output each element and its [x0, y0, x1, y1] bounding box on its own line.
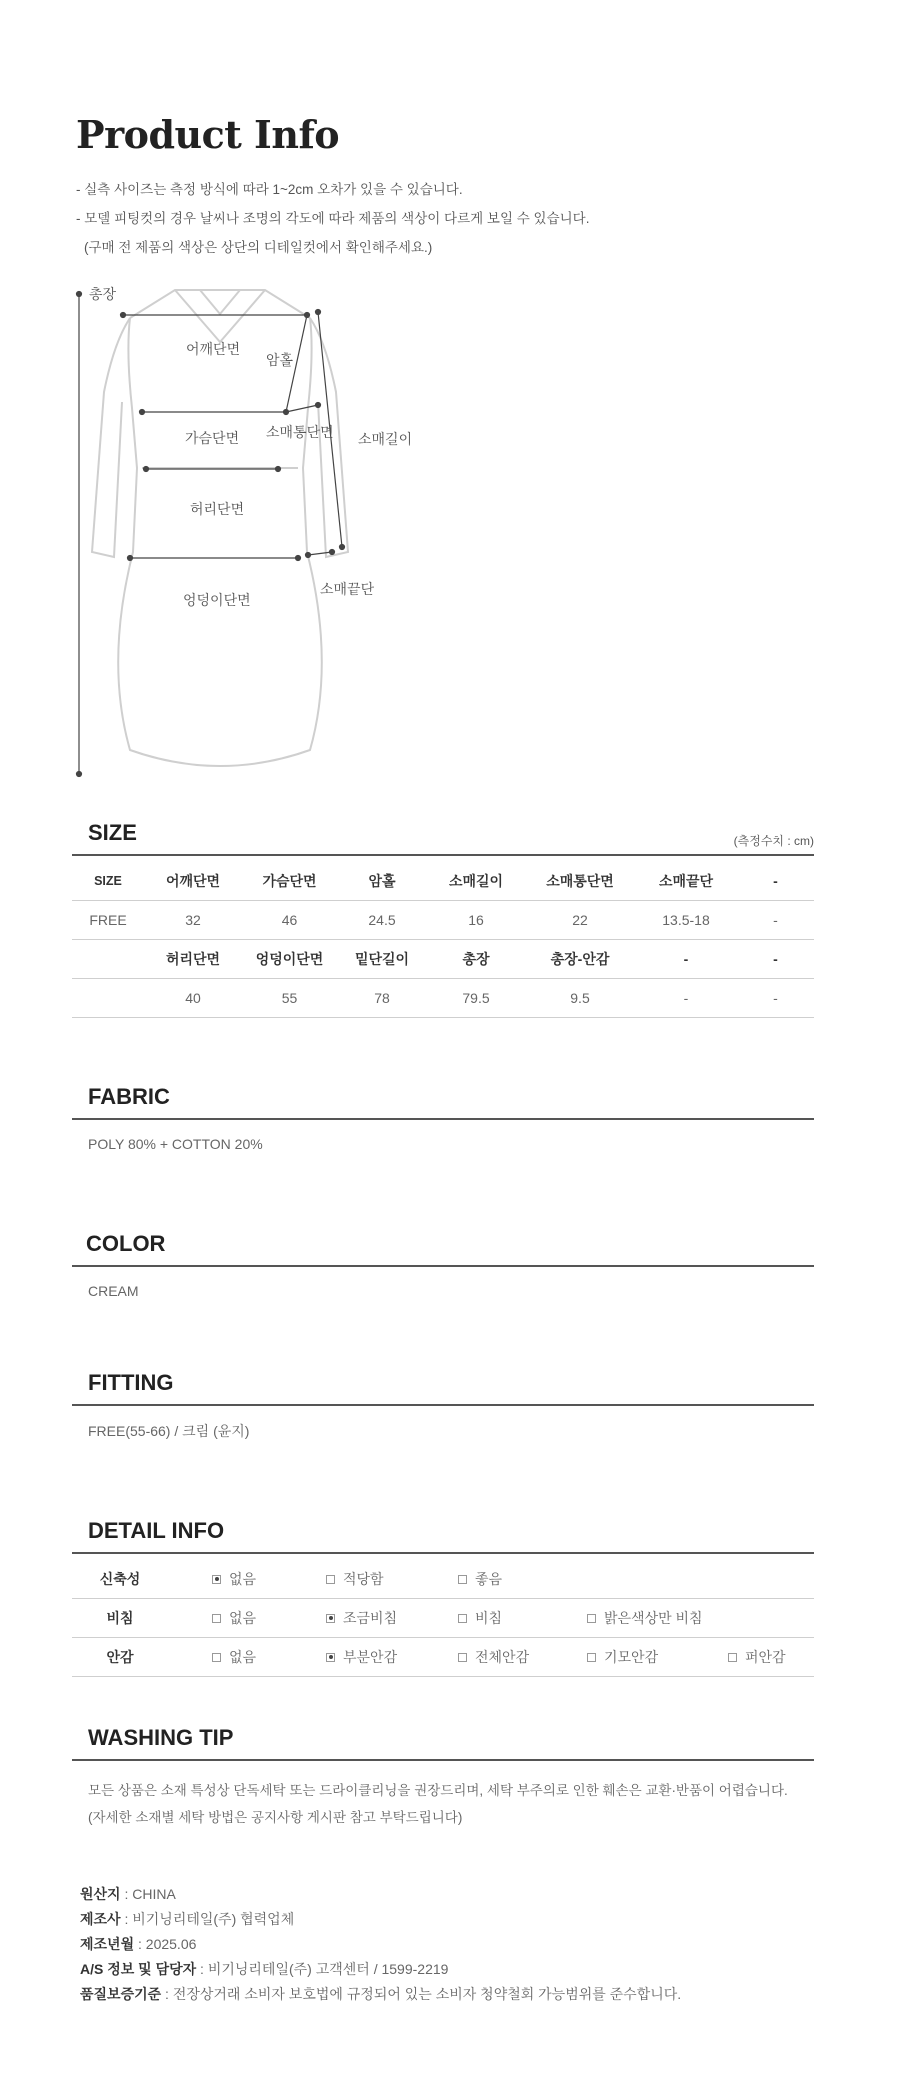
- diagram-label-chest: 가슴단면: [185, 431, 240, 447]
- size-table-cell: 9.5: [525, 979, 635, 1018]
- size-table-cell: 소매길이: [427, 862, 525, 901]
- diagram-label-sleeve-hem: 소매끝단: [320, 582, 375, 598]
- detail-option-label: 퍼안감: [745, 1649, 786, 1665]
- detail-info-label: 신축성: [99, 1571, 141, 1587]
- detail-option: [458, 1638, 529, 1676]
- detail-option-label: 전체안감: [475, 1649, 530, 1665]
- fabric-value: POLY 80% + COTTON 20%: [88, 1136, 263, 1152]
- unchecked-box-icon: [728, 1653, 737, 1662]
- washing-tip-line: 모든 상품은 소재 특성상 단독세탁 또는 드라이클리닝을 권장드리며, 세탁 부주의로 인한 훼손은 교환·반품이 어렵습니다.: [88, 1783, 788, 1798]
- product-origin-info: [80, 1882, 681, 2007]
- origin-value: : CHINA: [120, 1886, 176, 1902]
- detail-option-label: 비침: [475, 1610, 503, 1626]
- diagram-label-sleeve-length: 소매길이: [358, 432, 413, 448]
- size-table-cell: 79.5: [427, 979, 525, 1018]
- size-table: [72, 862, 814, 1018]
- origin-line: [80, 1907, 681, 1932]
- size-table-cell: -: [635, 979, 737, 1018]
- size-table-cell: 총장: [427, 940, 525, 979]
- size-table-cell: FREE: [72, 901, 144, 940]
- detail-option: [326, 1560, 384, 1598]
- detail-option-label: 기모안감: [604, 1649, 659, 1665]
- page-title: Product Info: [76, 112, 340, 157]
- origin-label: 제조사: [80, 1911, 121, 1927]
- checked-box-icon: [326, 1653, 335, 1662]
- size-table-cell: 소매통단면: [525, 862, 635, 901]
- size-table-cell: -: [737, 940, 814, 979]
- size-table-cell: 40: [144, 979, 242, 1018]
- size-table-cell: 가슴단면: [242, 862, 337, 901]
- detail-option-label: 좋음: [475, 1571, 503, 1587]
- size-table-cell: 총장-안감: [525, 940, 635, 979]
- size-table-cell: 46: [242, 901, 337, 940]
- size-table-cell: -: [737, 862, 814, 901]
- color-heading: COLOR: [72, 1231, 814, 1267]
- origin-value: : 전장상거래 소비자 보호법에 규정되어 있는 소비자 청약철회 가능범위를 준수합니다.: [161, 1986, 682, 2002]
- notice-line: (구매 전 제품의 색상은 상단의 디테일컷에서 확인해주세요.): [84, 240, 433, 255]
- detail-option-label: 조금비침: [343, 1610, 398, 1626]
- size-table-cell: 24.5: [337, 901, 427, 940]
- origin-label: 제조년월: [80, 1936, 135, 1952]
- size-table-cell: 어깨단면: [144, 862, 242, 901]
- size-table-cell: [72, 940, 144, 979]
- detail-info-label: 안감: [106, 1649, 134, 1665]
- detail-option-label: 없음: [229, 1649, 257, 1665]
- detail-option: [326, 1638, 397, 1676]
- fabric-heading: FABRIC: [72, 1084, 814, 1120]
- detail-option: [587, 1638, 658, 1676]
- diagram-label-sleeve-width: 소매통단면: [266, 425, 334, 441]
- size-table-cell: -: [635, 940, 737, 979]
- unchecked-box-icon: [458, 1653, 467, 1662]
- size-table-cell: 16: [427, 901, 525, 940]
- fitting-heading: FITTING: [72, 1370, 814, 1406]
- size-unit-note: (측정수치 : cm): [733, 834, 814, 848]
- size-table-cell: -: [737, 901, 814, 940]
- diagram-label-hip: 엉덩이단면: [183, 593, 251, 609]
- size-table-cell: 78: [337, 979, 427, 1018]
- detail-option: [212, 1638, 256, 1676]
- size-table-cell: 32: [144, 901, 242, 940]
- size-table-cell: 허리단면: [144, 940, 242, 979]
- checked-box-icon: [326, 1614, 335, 1623]
- detail-info-label: 비침: [106, 1610, 134, 1626]
- origin-line: [80, 1882, 681, 1907]
- detail-option-label: 없음: [229, 1571, 257, 1587]
- detail-option: [212, 1560, 256, 1598]
- notice-line: - 실측 사이즈는 측정 방식에 따라 1~2cm 오차가 있을 수 있습니다.: [76, 182, 463, 197]
- detail-option-label: 없음: [229, 1610, 257, 1626]
- unchecked-box-icon: [212, 1653, 221, 1662]
- washing-tip-text: [88, 1777, 788, 1831]
- unchecked-box-icon: [458, 1614, 467, 1623]
- washing-tip-line: (자세한 소재별 세탁 방법은 공지사항 게시판 참고 부탁드립니다): [88, 1810, 463, 1825]
- size-table-cell: 13.5-18: [635, 901, 737, 940]
- garment-measurement-diagram: [70, 282, 450, 802]
- size-table-row: [72, 901, 814, 940]
- origin-value: : 비기닝리테일(주) 고객센터 / 1599-2219: [196, 1961, 449, 1977]
- size-table-row: [72, 940, 814, 979]
- detail-option: [326, 1599, 397, 1637]
- detail-option: [587, 1599, 703, 1637]
- diagram-label-total-length: 총장: [89, 287, 117, 303]
- origin-line: [80, 1982, 681, 2007]
- size-table-cell: -: [737, 979, 814, 1018]
- unchecked-box-icon: [326, 1575, 335, 1584]
- origin-line: [80, 1957, 681, 1982]
- unchecked-box-icon: [587, 1653, 596, 1662]
- origin-line: [80, 1932, 681, 1957]
- detail-option: [458, 1560, 502, 1598]
- origin-label: 원산지: [80, 1886, 121, 1902]
- diagram-label-waist: 허리단면: [190, 502, 245, 518]
- detail-option-label: 밝은색상만 비침: [604, 1610, 703, 1626]
- detail-option: [728, 1638, 786, 1676]
- size-table-cell: 엉덩이단면: [242, 940, 337, 979]
- dress-outline-icon: [92, 290, 348, 766]
- washing-tip-heading: WASHING TIP: [72, 1725, 814, 1761]
- size-table-cell: 밑단길이: [337, 940, 427, 979]
- size-table-cell: [72, 979, 144, 1018]
- origin-value: : 비기닝리테일(주) 협력업체: [120, 1911, 295, 1927]
- size-table-row: [72, 979, 814, 1018]
- origin-label: 품질보증기준: [80, 1986, 162, 2002]
- size-heading: SIZE: [72, 820, 814, 856]
- detail-info-row: [72, 1560, 814, 1599]
- fitting-value: FREE(55-66) / 크림 (윤지): [88, 1423, 250, 1439]
- size-table-cell: SIZE: [72, 862, 144, 901]
- measurement-lines: [77, 292, 345, 777]
- color-value: CREAM: [88, 1283, 139, 1299]
- detail-option-label: 부분안감: [343, 1649, 398, 1665]
- unchecked-box-icon: [458, 1575, 467, 1584]
- size-table-cell: 암홀: [337, 862, 427, 901]
- detail-info-table: [72, 1560, 814, 1677]
- size-table-cell: 55: [242, 979, 337, 1018]
- size-table-cell: 22: [525, 901, 635, 940]
- origin-value: : 2025.06: [134, 1936, 197, 1952]
- detail-option: [212, 1599, 256, 1637]
- origin-label: A/S 정보 및 담당자: [80, 1961, 197, 1977]
- size-table-row: [72, 862, 814, 901]
- detail-option-label: 적당함: [343, 1571, 384, 1587]
- diagram-label-armhole: 암홀: [266, 353, 294, 369]
- checked-box-icon: [212, 1575, 221, 1584]
- detail-info-row: [72, 1599, 814, 1638]
- unchecked-box-icon: [587, 1614, 596, 1623]
- size-table-cell: 소매끝단: [635, 862, 737, 901]
- notice-line: - 모델 피팅컷의 경우 날씨나 조명의 각도에 따라 제품의 색상이 다르게 보일 수 있습니다.: [76, 211, 590, 226]
- detail-info-heading: DETAIL INFO: [72, 1518, 814, 1554]
- unchecked-box-icon: [212, 1614, 221, 1623]
- detail-info-row: [72, 1638, 814, 1677]
- detail-option: [458, 1599, 502, 1637]
- diagram-label-shoulder: 어깨단면: [186, 342, 241, 358]
